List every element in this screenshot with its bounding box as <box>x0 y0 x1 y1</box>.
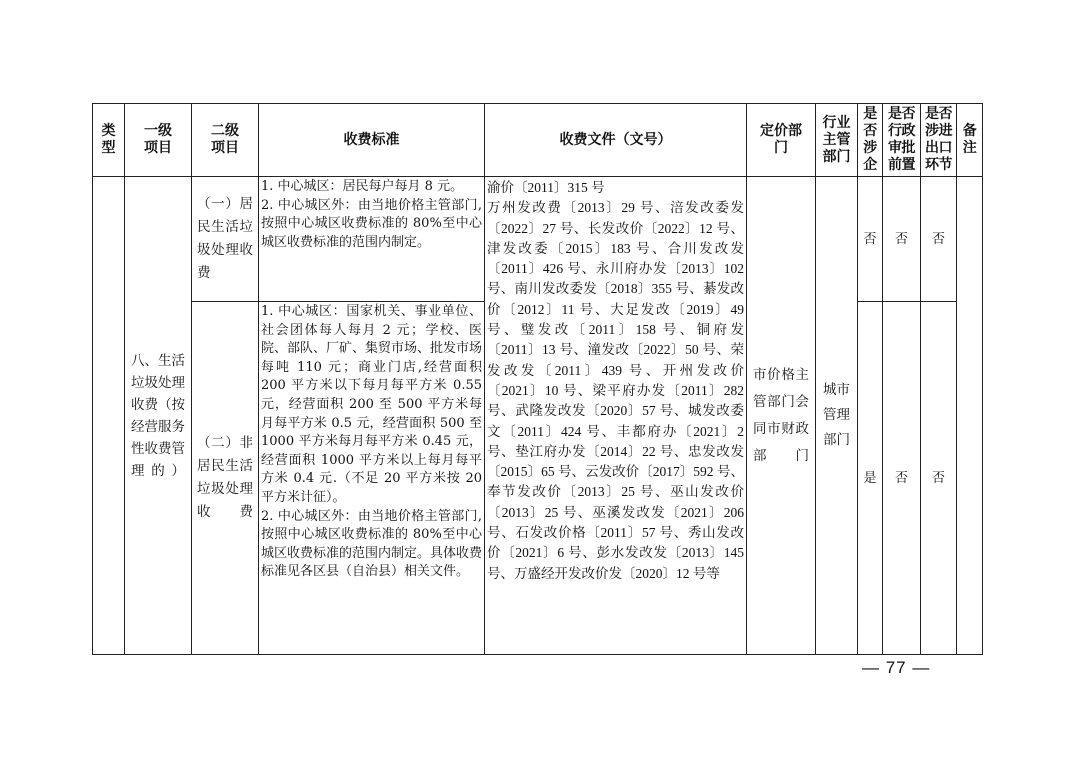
export-value-2: 否 <box>931 471 945 487</box>
level2-cell-1 <box>192 177 259 302</box>
header-enterprise: 是否涉企 <box>858 104 883 177</box>
header-document: 收费文件（文号） <box>485 104 747 177</box>
fee-table <box>92 103 983 655</box>
level2-item-2: （二）非居民生活垃圾处理收费 <box>197 435 253 520</box>
standard-text-2: 1. 中心城区：国家机关、事业单位、社会团体每人每月 2 元；学校、医院、部队、厂矿、集贸市场、批发市场每吨 110 元；商业门店,经营面积 200 平方米以下每月每平方米 0.55 元，经营面积 200 至 500 平方米每月每平方米 0.5 元，经营面积 500 至 1000 平方米每月每平方米 0.45 元，经营面积 1000 平方米以上每月每平方米 0.4 元.（不足 20 平方米按 20 平方米计征）。 2. 中心城区外：由当地价格主管部门,按照中心城区收费标准的 80%至中心城区收费标准的范围内制定。具体收费标准见各区县（自治县）相关文件。 <box>261 304 483 580</box>
header-industry-dept: 行业主管部门 <box>816 104 858 177</box>
enterprise-cell-2 <box>858 302 883 655</box>
enterprise-value-1: 否 <box>863 232 877 248</box>
industry-dept-cell <box>816 177 858 655</box>
header-type: 类型 <box>93 104 125 177</box>
type-cell <box>93 177 125 655</box>
header-level2: 二级项目 <box>192 104 259 177</box>
enterprise-cell-1 <box>858 177 883 302</box>
level2-item-1: （一）居民生活垃圾处理收费 <box>197 196 253 281</box>
admin-approval-value-2: 否 <box>894 471 908 487</box>
header-admin-approval: 是否行政审批前置 <box>883 104 921 177</box>
enterprise-value-2: 是 <box>863 471 877 487</box>
standard-text-1: 1. 中心城区：居民每户每月 8 元。 2. 中心城区外：由当地价格主管部门,按照中心城区收费标准的 80%至中心城区收费标准的范围内制定。 <box>261 179 482 250</box>
export-cell-1 <box>921 177 957 302</box>
industry-dept: 城市管理部门 <box>823 382 850 448</box>
export-value-1: 否 <box>931 232 945 248</box>
header-export: 是否涉进出口环节 <box>921 104 957 177</box>
export-cell-2 <box>921 302 957 655</box>
level1-cell <box>125 177 192 655</box>
level2-cell-2 <box>192 302 259 655</box>
standard-cell-1 <box>259 177 485 302</box>
admin-approval-cell-1 <box>883 177 921 302</box>
admin-approval-cell-2 <box>883 302 921 655</box>
level1-item: 八、生活垃圾处理收费（按经营服务性收费管理的） <box>131 352 185 479</box>
admin-approval-value-1: 否 <box>894 232 908 248</box>
header-row <box>93 104 983 177</box>
table-row <box>93 177 983 302</box>
document-cell <box>485 177 747 655</box>
standard-cell-2 <box>259 302 485 655</box>
remarks-cell <box>957 177 983 655</box>
pricing-dept-cell <box>747 177 816 655</box>
document-text: 渝价〔2011〕315 号 万州发改费〔2013〕29 号、涪发改委发〔2022〕27 号、长发改价〔2022〕12 号、 津发改委〔2015〕183 号、合川发改发〔2011〕426 号、永川府办发〔2013〕102 号、南川发改委发〔2018〕355 号、綦发改价〔2012〕11 号、大足发改〔2019〕49 号、璧发改〔2011〕158 号、铜府发〔2011〕13 号、潼发改〔2022〕50 号、荣发改发〔2011〕439 号、开州发改价〔2021〕10 号、梁平府办发〔2011〕282 号、武隆发改发〔2020〕57 号、城发改委文〔2011〕424 号、丰都府办〔2021〕2 号、垫江府办发〔2014〕22 号、忠发改发〔2015〕65 号、云发改价〔2017〕592 号、奉节发改价〔2013〕25 号、巫山发改价〔2013〕25 号、巫溪发改发〔2021〕206 号、石发改价格〔2011〕57 号、秀山发改价〔2021〕6 号、彭水发改发〔2013〕145 号、万盛经开发改价发〔2020〕12 号等 <box>487 180 744 581</box>
pricing-dept: 市价格主管部门会同市财政部门 <box>753 366 809 464</box>
page-number: — 77 — <box>862 658 931 677</box>
header-remarks: 备注 <box>957 104 983 177</box>
header-level1: 一级项目 <box>125 104 192 177</box>
header-pricing-dept: 定价部门 <box>747 104 816 177</box>
header-standard: 收费标准 <box>259 104 485 177</box>
